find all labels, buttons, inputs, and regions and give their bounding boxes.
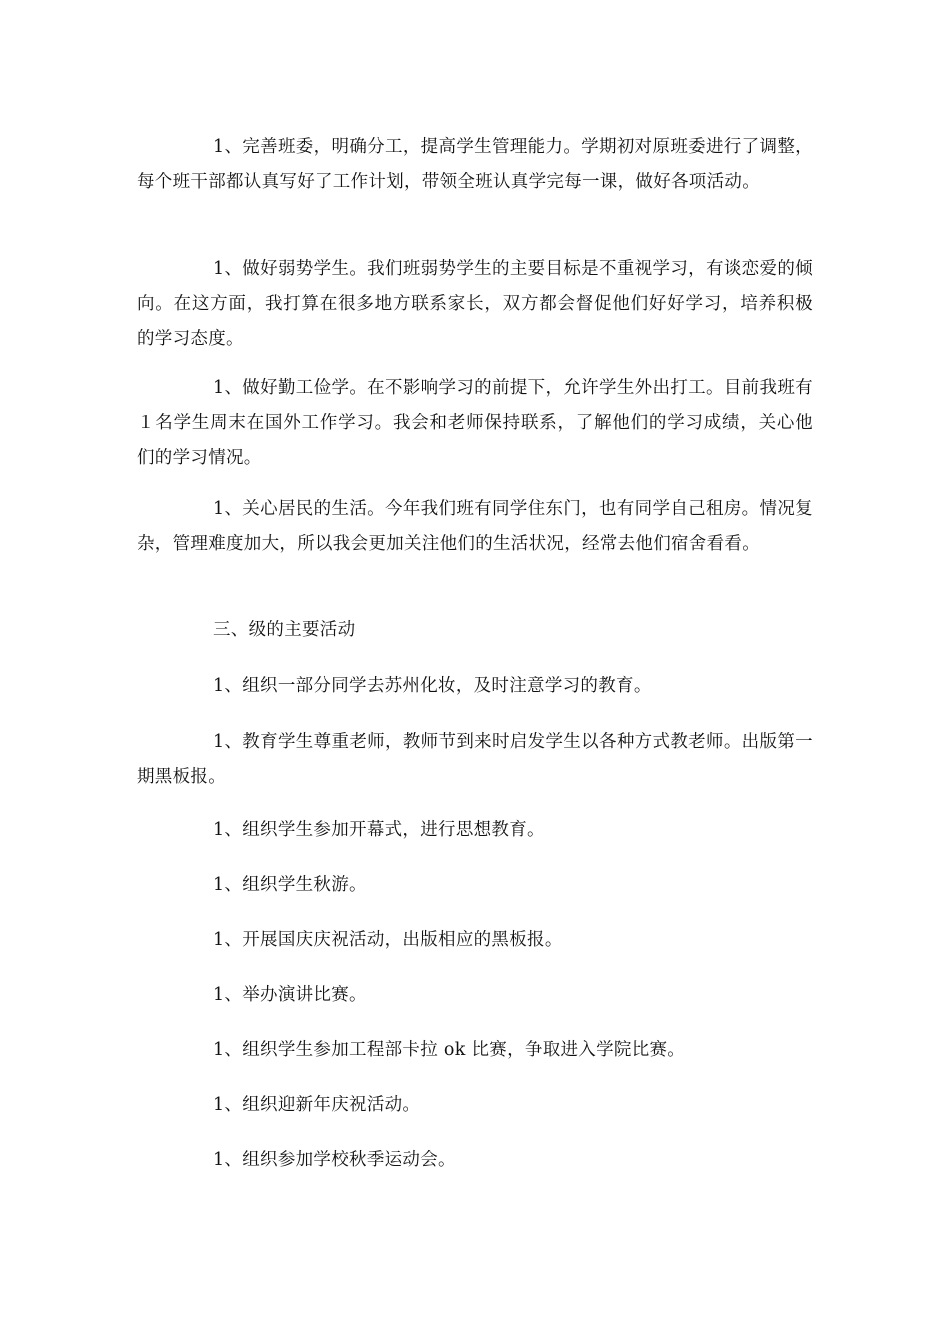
paragraph-work-study: 1、做好勤工俭学。在不影响学习的前提下，允许学生外出打工。目前我班有１名学生周末在国外工作学习。我会和老师保持联系，了解他们的学习成绩，关心他们的学习情况。: [137, 378, 813, 468]
activity-item-opening-ceremony: 1、组织学生参加开幕式，进行思想教育。: [213, 820, 545, 840]
paragraph-student-life: 1、关心居民的生活。今年我们班有同学住东门，也有同学自己租房。情况复杂，管理难度加大，所以我会更加关注他们的生活状况，经常去他们宿舍看看。: [137, 499, 813, 554]
activity-item-speech-contest: 1、举办演讲比赛。: [213, 985, 367, 1005]
activity-item-new-year: 1、组织迎新年庆祝活动。: [213, 1095, 421, 1115]
activity-item-karaoke: 1、组织学生参加工程部卡拉 ok 比赛，争取进入学院比赛。: [213, 1040, 686, 1060]
activity-item-sports-meet: 1、组织参加学校秋季运动会。: [213, 1150, 456, 1170]
activity-item-teachers-day: 1、教育学生尊重老师，教师节到来时启发学生以各种方式教老师。出版第一期黑板报。: [137, 732, 813, 787]
section-heading-activities: 三、级的主要活动: [213, 620, 356, 640]
activity-item-autumn-trip: 1、组织学生秋游。: [213, 875, 367, 895]
activity-item-national-day: 1、开展国庆庆祝活动，出版相应的黑板报。: [213, 930, 563, 950]
paragraph-weak-students: 1、做好弱势学生。我们班弱势学生的主要目标是不重视学习，有谈恋爱的倾向。在这方面，我打算在很多地方联系家长，双方都会督促他们好好学习，培养积极的学习态度。: [137, 259, 813, 349]
paragraph-class-committee: 1、完善班委，明确分工，提高学生管理能力。学期初对原班委进行了调整，每个班干部都认真写好了工作计划，带领全班认真学完每一课，做好各项活动。: [137, 137, 813, 192]
activity-item-suzhou: 1、组织一部分同学去苏州化妆，及时注意学习的教育。: [213, 676, 652, 696]
